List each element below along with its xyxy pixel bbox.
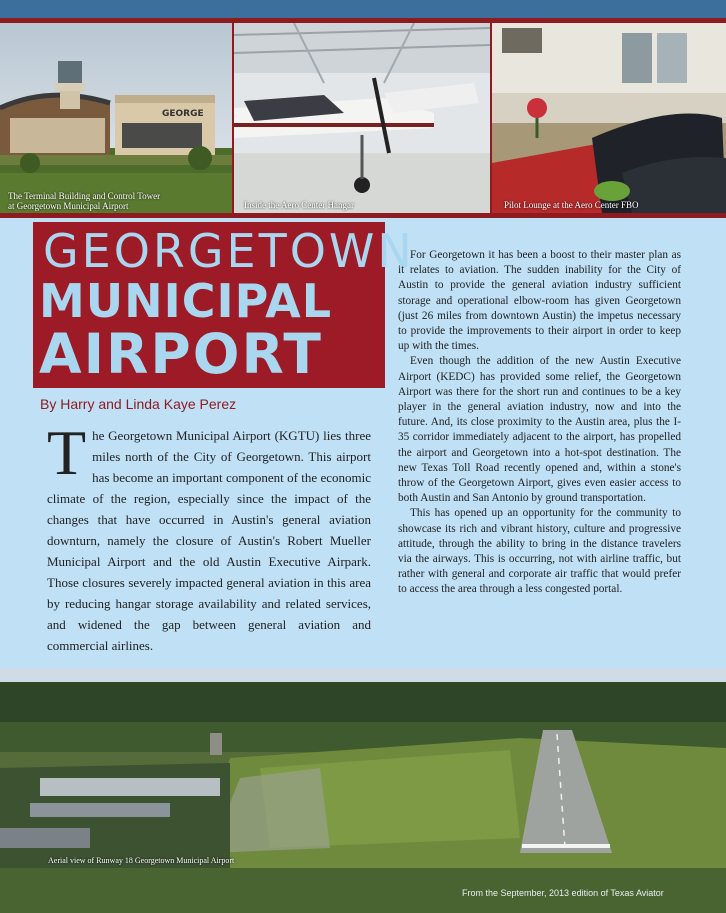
title-box bbox=[33, 222, 415, 388]
byline: By Harry and Linda Kaye Perez bbox=[40, 396, 237, 412]
title-line1: GEORGETOWN bbox=[43, 224, 415, 278]
drop-cap: T bbox=[47, 417, 87, 488]
right-paragraph-2: Even though the addition of the new Austin Executive Airport (KEDC) has provided some relief, the Georgetown Airport was there for the short run and continues to be a key player in the general aviation industry, now and into the future. And, its close proximity to the Austin area, plus the I-35 corridor immediately adjacent to the airport, has propelled the airport and Georgetown into a hot-spot destination. The new Texas Toll Road recently opened and, within a stone's throw of the Georgetown Airport, gives even easier access to both Austin and San Antonio by ground transportation. bbox=[398, 355, 681, 505]
aerial-photo bbox=[0, 668, 726, 913]
left-column-text: he Georgetown Municipal Airport (KGTU) lies three miles north of the City of Georgetown. This airport has become an important component of the economic climate of the region, especially since the impact of the changes that have occurred in Austin's general aviation downturn, namely the closure of Austin's Robert Mueller Municipal Airport and the old Austin Executive Airpark. Those closures severely impacted general aviation in this area by reducing hangar storage availability and related services, and widened the gap between general aviation and commercial airlines. bbox=[47, 428, 371, 653]
top-bar bbox=[0, 0, 726, 18]
photo3-caption: Pilot Lounge at the Aero Center FBO bbox=[504, 200, 639, 210]
aerial-caption: Aerial view of Runway 18 Georgetown Municipal Airport bbox=[48, 856, 235, 865]
right-paragraph-1: For Georgetown it has been a boost to their master plan as it relates to aviation. The sudden inability for the City of Austin to provide the general aviation industry sufficient storage and operational elbow-room has given Georgetown (just 26 miles from downtown Austin) the impetus necessary to provide the improvements to their airport in order to keep up with the times. bbox=[398, 249, 681, 353]
photo2-caption: Inside the Aero Center Hangar bbox=[244, 200, 354, 210]
building-sign: GEORGE bbox=[162, 109, 204, 119]
photo1-caption-line2: at Georgetown Municipal Airport bbox=[8, 201, 129, 211]
lounge-photo bbox=[492, 23, 726, 213]
photo-strip bbox=[0, 23, 726, 213]
photo-divider bbox=[0, 213, 726, 218]
right-paragraph-3: This has opened up an opportunity for the community to showcase its rich and vibrant history, culture and progressive attitude, through the ability to bring in the distance travelers via the airways. This is occurring, not with airline traffic, but rather with general and corporate air traffic that would prefer to access the area through a less congested portal. bbox=[398, 507, 681, 596]
article-left-column bbox=[47, 417, 371, 656]
source-note: From the September, 2013 edition of Texas Aviator bbox=[462, 888, 664, 898]
title-line3: AIRPORT bbox=[39, 322, 323, 386]
article-right-column bbox=[398, 248, 681, 598]
title-line2: MUNICIPAL bbox=[39, 274, 333, 328]
photo1-caption-line1: The Terminal Building and Control Tower bbox=[8, 191, 161, 201]
terminal-photo bbox=[0, 23, 232, 213]
hangar-photo bbox=[234, 23, 490, 213]
